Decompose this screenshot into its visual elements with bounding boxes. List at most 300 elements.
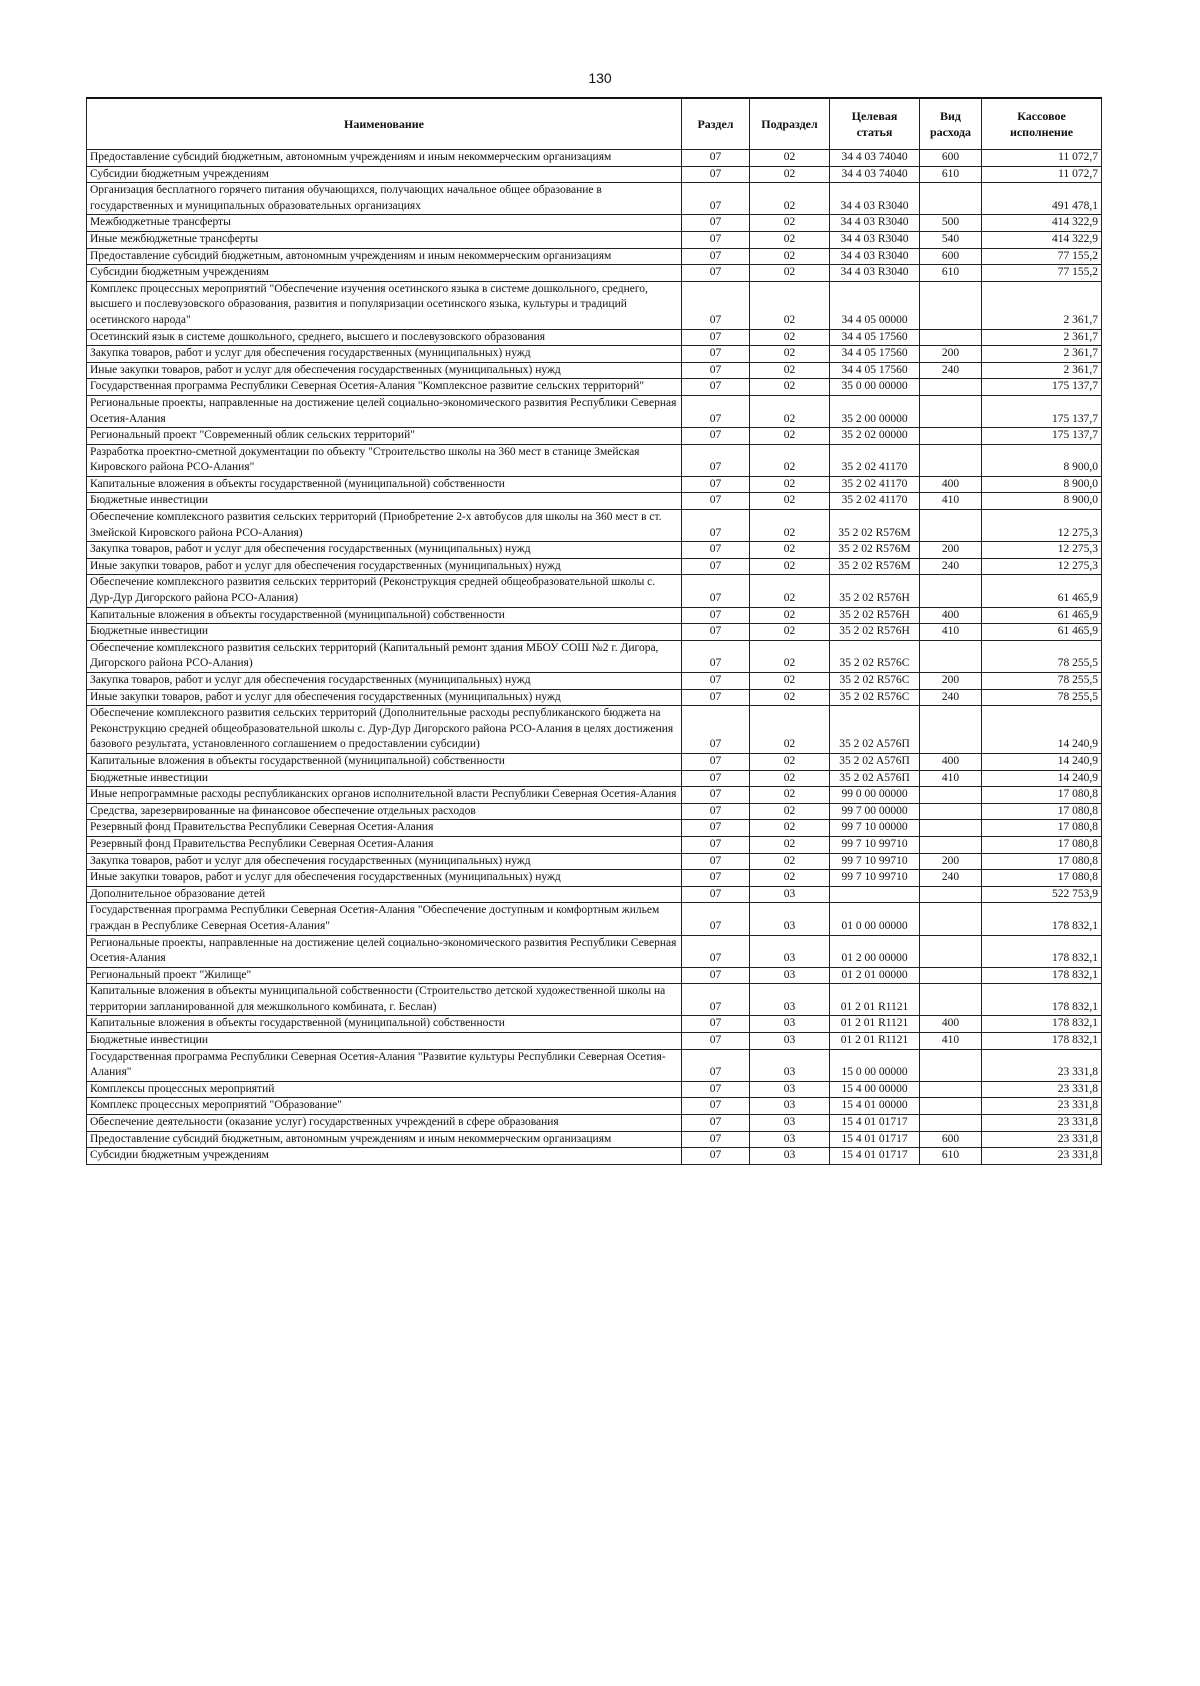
table-row (87, 510, 1102, 542)
row-subsection: 02 (750, 689, 830, 706)
row-name: Обеспечение деятельности (оказание услуг) государственных учреждений в сфере образования (87, 1115, 682, 1132)
row-expense-type (920, 803, 982, 820)
row-section: 07 (682, 166, 750, 183)
table-body (87, 150, 1102, 1165)
row-section: 07 (682, 903, 750, 935)
row-section: 07 (682, 265, 750, 282)
row-subsection: 02 (750, 362, 830, 379)
row-amount: 23 331,8 (982, 1098, 1102, 1115)
row-amount: 12 275,3 (982, 510, 1102, 542)
row-amount: 8 900,0 (982, 444, 1102, 476)
row-target: 01 2 01 R1121 (830, 1016, 920, 1033)
row-amount: 17 080,8 (982, 853, 1102, 870)
row-target: 34 4 05 17560 (830, 346, 920, 363)
table-row (87, 607, 1102, 624)
row-section: 07 (682, 395, 750, 427)
row-subsection: 02 (750, 265, 830, 282)
row-subsection: 02 (750, 542, 830, 559)
row-section: 07 (682, 689, 750, 706)
row-section: 07 (682, 558, 750, 575)
row-name: Предоставление субсидий бюджетным, автономным учреждениям и иным некоммерческим организациям (87, 1131, 682, 1148)
row-section: 07 (682, 967, 750, 984)
row-subsection: 02 (750, 395, 830, 427)
table-row (87, 787, 1102, 804)
row-name: Закупка товаров, работ и услуг для обеспечения государственных (муниципальных) нужд (87, 542, 682, 559)
row-name: Обеспечение комплексного развития сельских территорий (Дополнительные расходы республиканского бюджета на Реконструкцию средней общеобразовательной школы с. Дур-Дур Дигорского района РСО-Алания в целях достижения базового результата, установленного соглашением о предоставлении субсидии) (87, 706, 682, 754)
table-row (87, 281, 1102, 329)
row-amount: 12 275,3 (982, 558, 1102, 575)
row-expense-type: 500 (920, 215, 982, 232)
table-row (87, 1148, 1102, 1165)
row-section: 07 (682, 1049, 750, 1081)
row-target: 34 4 03 74040 (830, 150, 920, 167)
table-row (87, 1115, 1102, 1132)
row-subsection: 03 (750, 967, 830, 984)
row-name: Государственная программа Республики Северная Осетия-Алания "Развитие культуры Республики Северная Осетия-Алания" (87, 1049, 682, 1081)
row-subsection: 02 (750, 706, 830, 754)
row-subsection: 02 (750, 183, 830, 215)
row-expense-type: 240 (920, 362, 982, 379)
row-target: 99 7 10 99710 (830, 836, 920, 853)
table-row (87, 1033, 1102, 1050)
row-target: 35 2 02 41170 (830, 444, 920, 476)
table-row (87, 803, 1102, 820)
row-name: Капитальные вложения в объекты муниципальной собственности (Строительство детской художественной школы на территории запланированной для межшкольного комбината, г. Беслан) (87, 984, 682, 1016)
row-expense-type: 400 (920, 753, 982, 770)
row-name: Бюджетные инвестиции (87, 493, 682, 510)
row-subsection: 03 (750, 1148, 830, 1165)
row-amount: 61 465,9 (982, 624, 1102, 641)
row-amount: 12 275,3 (982, 542, 1102, 559)
row-subsection: 03 (750, 1081, 830, 1098)
row-target: 34 4 03 R3040 (830, 215, 920, 232)
row-name: Обеспечение комплексного развития сельских территорий (Реконструкция средней общеобразовательной школы с. Дур-Дур Дигорского района РСО-Алания) (87, 575, 682, 607)
table-row (87, 558, 1102, 575)
row-section: 07 (682, 706, 750, 754)
row-expense-type: 200 (920, 542, 982, 559)
row-section: 07 (682, 150, 750, 167)
row-section: 07 (682, 853, 750, 870)
row-target: 34 4 03 R3040 (830, 183, 920, 215)
table-row (87, 984, 1102, 1016)
row-section: 07 (682, 444, 750, 476)
table-row (87, 640, 1102, 672)
table-row (87, 575, 1102, 607)
budget-table (86, 97, 1102, 1165)
row-section: 07 (682, 542, 750, 559)
row-subsection: 03 (750, 1033, 830, 1050)
table-row (87, 1098, 1102, 1115)
row-expense-type: 600 (920, 150, 982, 167)
table-row (87, 215, 1102, 232)
table-row (87, 820, 1102, 837)
table-row (87, 362, 1102, 379)
row-section: 07 (682, 346, 750, 363)
row-section: 07 (682, 1098, 750, 1115)
table-row (87, 870, 1102, 887)
row-amount: 14 240,9 (982, 706, 1102, 754)
row-section: 07 (682, 803, 750, 820)
row-amount: 23 331,8 (982, 1148, 1102, 1165)
row-section: 07 (682, 1115, 750, 1132)
table-row (87, 248, 1102, 265)
row-name: Межбюджетные трансферты (87, 215, 682, 232)
row-expense-type (920, 575, 982, 607)
row-section: 07 (682, 624, 750, 641)
row-section: 07 (682, 1016, 750, 1033)
row-amount: 178 832,1 (982, 984, 1102, 1016)
row-expense-type: 240 (920, 558, 982, 575)
row-expense-type: 410 (920, 624, 982, 641)
row-name: Средства, зарезервированные на финансовое обеспечение отдельных расходов (87, 803, 682, 820)
row-expense-type (920, 379, 982, 396)
row-amount: 23 331,8 (982, 1081, 1102, 1098)
row-section: 07 (682, 886, 750, 903)
row-amount: 77 155,2 (982, 248, 1102, 265)
row-name: Капитальные вложения в объекты государственной (муниципальной) собственности (87, 753, 682, 770)
row-expense-type (920, 706, 982, 754)
row-amount: 61 465,9 (982, 575, 1102, 607)
row-amount: 2 361,7 (982, 346, 1102, 363)
row-target: 34 4 05 00000 (830, 281, 920, 329)
row-target: 34 4 03 R3040 (830, 248, 920, 265)
row-target: 34 4 03 74040 (830, 166, 920, 183)
row-name: Государственная программа Республики Северная Осетия-Алания "Обеспечение доступным и комфортным жильем граждан в Республике Северная Осетия-Алания" (87, 903, 682, 935)
row-section: 07 (682, 753, 750, 770)
row-target (830, 886, 920, 903)
row-section: 07 (682, 231, 750, 248)
row-subsection: 02 (750, 510, 830, 542)
row-subsection: 03 (750, 1016, 830, 1033)
row-target: 35 2 02 A576П (830, 753, 920, 770)
row-expense-type: 610 (920, 1148, 982, 1165)
row-subsection: 02 (750, 640, 830, 672)
row-name: Закупка товаров, работ и услуг для обеспечения государственных (муниципальных) нужд (87, 673, 682, 690)
row-expense-type: 240 (920, 689, 982, 706)
row-target: 35 2 02 R576M (830, 558, 920, 575)
table-row (87, 673, 1102, 690)
row-amount: 17 080,8 (982, 820, 1102, 837)
row-expense-type (920, 903, 982, 935)
table-header-row (87, 98, 1102, 150)
row-target: 35 2 02 R576C (830, 689, 920, 706)
row-name: Иные межбюджетные трансферты (87, 231, 682, 248)
table-row (87, 428, 1102, 445)
row-amount: 414 322,9 (982, 215, 1102, 232)
row-section: 07 (682, 476, 750, 493)
row-subsection: 02 (750, 444, 830, 476)
row-target: 35 2 02 R576M (830, 510, 920, 542)
header-type: Вид расхода (920, 98, 982, 150)
table-row (87, 1049, 1102, 1081)
row-expense-type: 200 (920, 673, 982, 690)
page-number: 130 (588, 70, 612, 86)
row-amount: 175 137,7 (982, 428, 1102, 445)
row-name: Капитальные вложения в объекты государственной (муниципальной) собственности (87, 607, 682, 624)
row-target: 35 2 02 41170 (830, 476, 920, 493)
row-name: Региональные проекты, направленные на достижение целей социально-экономического развития Республики Северная Осетия-Алания (87, 935, 682, 967)
row-expense-type (920, 510, 982, 542)
row-target: 15 4 01 01717 (830, 1148, 920, 1165)
row-subsection: 02 (750, 231, 830, 248)
row-target: 15 4 01 00000 (830, 1098, 920, 1115)
row-expense-type (920, 820, 982, 837)
row-name: Субсидии бюджетным учреждениям (87, 1148, 682, 1165)
table-row (87, 967, 1102, 984)
row-section: 07 (682, 673, 750, 690)
table-row (87, 444, 1102, 476)
row-amount: 17 080,8 (982, 836, 1102, 853)
row-name: Организация бесплатного горячего питания обучающихся, получающих начальное общее образование в государственных и муниципальных образовательных организациях (87, 183, 682, 215)
row-expense-type (920, 1115, 982, 1132)
table-row (87, 886, 1102, 903)
row-amount: 78 255,5 (982, 640, 1102, 672)
row-target: 35 2 02 41170 (830, 493, 920, 510)
row-name: Региональный проект "Современный облик сельских территорий" (87, 428, 682, 445)
row-amount: 8 900,0 (982, 493, 1102, 510)
row-subsection: 02 (750, 493, 830, 510)
row-name: Бюджетные инвестиции (87, 1033, 682, 1050)
row-target: 99 7 10 99710 (830, 870, 920, 887)
row-amount: 78 255,5 (982, 673, 1102, 690)
row-expense-type: 400 (920, 607, 982, 624)
row-name: Обеспечение комплексного развития сельских территорий (Капитальный ремонт здания МБОУ СОШ №2 г. Дигора, Дигорского района РСО-Алания) (87, 640, 682, 672)
row-name: Иные закупки товаров, работ и услуг для обеспечения государственных (муниципальных) нужд (87, 689, 682, 706)
table-row (87, 265, 1102, 282)
row-name: Субсидии бюджетным учреждениям (87, 166, 682, 183)
row-name: Комплекс процессных мероприятий "Обеспечение изучения осетинского языка в системе дошкольного, среднего, высшего и послевузовского образования, развития и популяризации осетинского языка, культуры и традиций осетинского народа" (87, 281, 682, 329)
row-amount: 61 465,9 (982, 607, 1102, 624)
row-subsection: 02 (750, 836, 830, 853)
row-target: 35 2 02 A576П (830, 706, 920, 754)
row-name: Иные закупки товаров, работ и услуг для обеспечения государственных (муниципальных) нужд (87, 558, 682, 575)
row-section: 07 (682, 493, 750, 510)
row-amount: 2 361,7 (982, 362, 1102, 379)
table-row (87, 379, 1102, 396)
row-name: Комплекс процессных мероприятий "Образование" (87, 1098, 682, 1115)
row-subsection: 02 (750, 575, 830, 607)
header-name: Наименование (87, 98, 682, 150)
row-subsection: 03 (750, 1049, 830, 1081)
row-expense-type (920, 984, 982, 1016)
table-row (87, 329, 1102, 346)
row-section: 07 (682, 935, 750, 967)
row-section: 07 (682, 183, 750, 215)
row-section: 07 (682, 329, 750, 346)
row-section: 07 (682, 770, 750, 787)
row-name: Предоставление субсидий бюджетным, автономным учреждениям и иным некоммерческим организациям (87, 150, 682, 167)
row-expense-type: 410 (920, 493, 982, 510)
row-expense-type (920, 836, 982, 853)
row-expense-type (920, 967, 982, 984)
row-target: 01 0 00 00000 (830, 903, 920, 935)
row-name: Субсидии бюджетным учреждениям (87, 265, 682, 282)
row-subsection: 02 (750, 166, 830, 183)
row-expense-type (920, 395, 982, 427)
row-expense-type: 610 (920, 265, 982, 282)
row-section: 07 (682, 248, 750, 265)
row-subsection: 02 (750, 248, 830, 265)
row-expense-type (920, 640, 982, 672)
row-section: 07 (682, 362, 750, 379)
row-name: Закупка товаров, работ и услуг для обеспечения государственных (муниципальных) нужд (87, 346, 682, 363)
row-name: Закупка товаров, работ и услуг для обеспечения государственных (муниципальных) нужд (87, 853, 682, 870)
row-section: 07 (682, 870, 750, 887)
row-target: 34 4 03 R3040 (830, 265, 920, 282)
row-amount: 14 240,9 (982, 753, 1102, 770)
row-amount: 178 832,1 (982, 903, 1102, 935)
row-target: 35 2 02 R576C (830, 673, 920, 690)
table-row (87, 935, 1102, 967)
header-subsection: Подраздел (750, 98, 830, 150)
row-target: 15 4 00 00000 (830, 1081, 920, 1098)
table-row (87, 493, 1102, 510)
row-subsection: 02 (750, 215, 830, 232)
row-target: 34 4 05 17560 (830, 362, 920, 379)
table-row (87, 836, 1102, 853)
row-target: 34 4 03 R3040 (830, 231, 920, 248)
row-name: Капитальные вложения в объекты государственной (муниципальной) собственности (87, 476, 682, 493)
row-name: Иные закупки товаров, работ и услуг для обеспечения государственных (муниципальных) нужд (87, 362, 682, 379)
table-row (87, 231, 1102, 248)
row-name: Государственная программа Республики Северная Осетия-Алания "Комплексное развитие сельских территорий" (87, 379, 682, 396)
row-section: 07 (682, 640, 750, 672)
row-name: Региональные проекты, направленные на достижение целей социально-экономического развития Республики Северная Осетия-Алания (87, 395, 682, 427)
row-target: 99 0 00 00000 (830, 787, 920, 804)
row-amount: 23 331,8 (982, 1115, 1102, 1132)
table-row (87, 753, 1102, 770)
row-section: 07 (682, 281, 750, 329)
row-expense-type: 400 (920, 476, 982, 493)
row-subsection: 02 (750, 607, 830, 624)
row-target: 99 7 00 00000 (830, 803, 920, 820)
table-row (87, 1081, 1102, 1098)
row-section: 07 (682, 984, 750, 1016)
row-subsection: 02 (750, 281, 830, 329)
table-row (87, 150, 1102, 167)
row-section: 07 (682, 607, 750, 624)
row-name: Обеспечение комплексного развития сельских территорий (Приобретение 2-х автобусов для школы на 360 мест в ст. Змейской Кировского района РСО-Алания) (87, 510, 682, 542)
row-amount: 23 331,8 (982, 1131, 1102, 1148)
row-expense-type (920, 281, 982, 329)
row-target: 99 7 10 99710 (830, 853, 920, 870)
row-expense-type (920, 444, 982, 476)
row-amount: 11 072,7 (982, 150, 1102, 167)
row-amount: 17 080,8 (982, 870, 1102, 887)
table-row (87, 183, 1102, 215)
row-target: 35 2 02 00000 (830, 428, 920, 445)
row-expense-type (920, 1081, 982, 1098)
row-subsection: 02 (750, 853, 830, 870)
row-section: 07 (682, 1131, 750, 1148)
row-subsection: 02 (750, 787, 830, 804)
row-amount: 14 240,9 (982, 770, 1102, 787)
row-target: 35 2 02 R576C (830, 640, 920, 672)
row-amount: 8 900,0 (982, 476, 1102, 493)
row-target: 35 2 02 R576M (830, 542, 920, 559)
row-section: 07 (682, 1081, 750, 1098)
row-expense-type (920, 329, 982, 346)
table-row (87, 689, 1102, 706)
row-amount: 78 255,5 (982, 689, 1102, 706)
row-subsection: 02 (750, 558, 830, 575)
row-subsection: 03 (750, 1115, 830, 1132)
row-expense-type: 200 (920, 346, 982, 363)
row-amount: 2 361,7 (982, 281, 1102, 329)
row-section: 07 (682, 820, 750, 837)
row-subsection: 02 (750, 346, 830, 363)
row-target: 35 0 00 00000 (830, 379, 920, 396)
row-subsection: 02 (750, 803, 830, 820)
row-subsection: 03 (750, 886, 830, 903)
row-expense-type (920, 428, 982, 445)
row-expense-type: 410 (920, 770, 982, 787)
row-target: 01 2 01 R1121 (830, 1033, 920, 1050)
row-subsection: 02 (750, 476, 830, 493)
row-subsection: 02 (750, 753, 830, 770)
row-expense-type: 610 (920, 166, 982, 183)
row-section: 07 (682, 215, 750, 232)
table-row (87, 624, 1102, 641)
row-target: 35 2 00 00000 (830, 395, 920, 427)
row-subsection: 02 (750, 379, 830, 396)
row-subsection: 02 (750, 329, 830, 346)
row-subsection: 02 (750, 624, 830, 641)
table-row (87, 770, 1102, 787)
row-amount: 175 137,7 (982, 379, 1102, 396)
header-target: Целевая статья (830, 98, 920, 150)
row-subsection: 03 (750, 1131, 830, 1148)
row-name: Резервный фонд Правительства Республики Северная Осетия-Алания (87, 820, 682, 837)
table-row (87, 542, 1102, 559)
row-expense-type (920, 1049, 982, 1081)
row-name: Резервный фонд Правительства Республики Северная Осетия-Алания (87, 836, 682, 853)
table-row (87, 395, 1102, 427)
row-section: 07 (682, 379, 750, 396)
row-section: 07 (682, 1148, 750, 1165)
row-target: 99 7 10 00000 (830, 820, 920, 837)
row-target: 15 0 00 00000 (830, 1049, 920, 1081)
row-expense-type: 240 (920, 870, 982, 887)
row-amount: 17 080,8 (982, 803, 1102, 820)
row-name: Иные закупки товаров, работ и услуг для обеспечения государственных (муниципальных) нужд (87, 870, 682, 887)
row-subsection: 02 (750, 770, 830, 787)
row-name: Дополнительное образование детей (87, 886, 682, 903)
row-subsection: 03 (750, 984, 830, 1016)
row-target: 34 4 05 17560 (830, 329, 920, 346)
row-name: Разработка проектно-сметной документации по объекту "Строительство школы на 360 мест в станице Змейская Кировского района РСО-Алания" (87, 444, 682, 476)
header-amount: Кассовое исполнение (982, 98, 1102, 150)
header-section: Раздел (682, 98, 750, 150)
row-expense-type: 600 (920, 1131, 982, 1148)
row-expense-type: 600 (920, 248, 982, 265)
row-expense-type: 410 (920, 1033, 982, 1050)
row-expense-type: 540 (920, 231, 982, 248)
row-target: 35 2 02 R576H (830, 575, 920, 607)
row-amount: 178 832,1 (982, 1033, 1102, 1050)
row-subsection: 02 (750, 673, 830, 690)
row-amount: 77 155,2 (982, 265, 1102, 282)
row-amount: 491 478,1 (982, 183, 1102, 215)
row-amount: 2 361,7 (982, 329, 1102, 346)
row-amount: 178 832,1 (982, 1016, 1102, 1033)
row-subsection: 02 (750, 150, 830, 167)
row-subsection: 03 (750, 935, 830, 967)
row-section: 07 (682, 510, 750, 542)
row-section: 07 (682, 428, 750, 445)
row-subsection: 03 (750, 903, 830, 935)
row-expense-type: 400 (920, 1016, 982, 1033)
